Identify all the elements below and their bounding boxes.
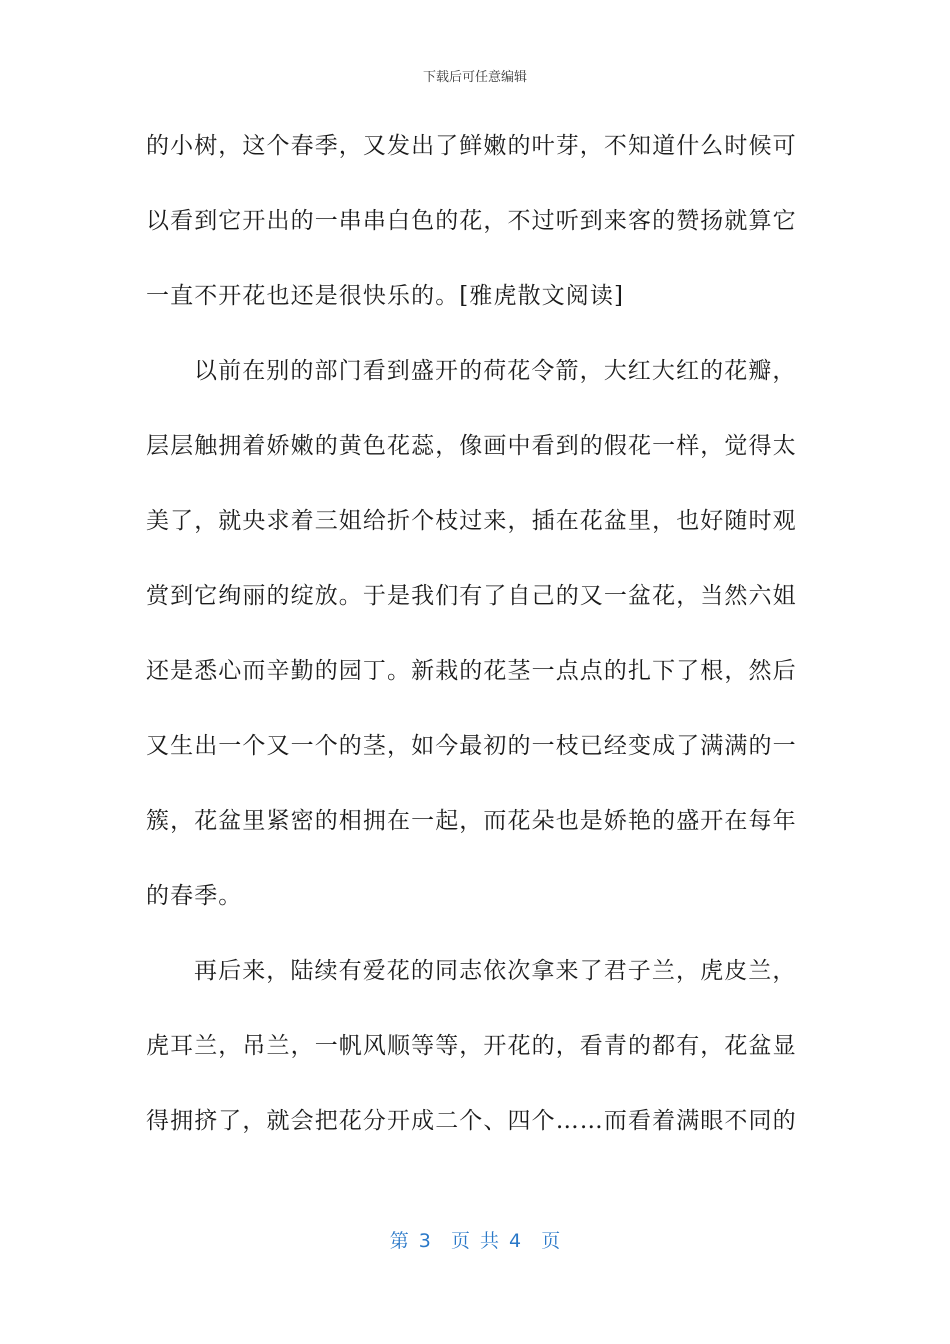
text-line: 以看到它开出的一串串白色的花，不过听到来客的赞扬就算它 <box>146 208 797 234</box>
text-line: 还是悉心而辛勤的园丁。新栽的花茎一点点的扎下了根，然后 <box>146 658 797 684</box>
page-number-label: 第 3 页 共 4 页 <box>389 1230 561 1252</box>
page-footer <box>0 1226 950 1253</box>
text-line: 得拥挤了，就会把花分开成二个、四个……而看着满眼不同的 <box>146 1108 797 1134</box>
text-line: 层层触拥着娇嫩的黄色花蕊，像画中看到的假花一样，觉得太 <box>146 433 797 459</box>
text-line: 一直不开花也还是很快乐的。[雅虎散文阅读] <box>146 283 625 309</box>
text-line: 的春季。 <box>146 883 243 909</box>
text-line: 簇，花盆里紧密的相拥在一起，而花朵也是娇艳的盛开在每年 <box>146 808 797 834</box>
text-line: 再后来，陆续有爱花的同志依次拿来了君子兰，虎皮兰， <box>194 958 797 984</box>
text-line: 美了，就央求着三姐给折个枝过来，插在花盆里，也好随时观 <box>146 508 797 534</box>
document-body <box>146 127 796 1177</box>
text-line: 的小树，这个春季，又发出了鲜嫩的叶芽，不知道什么时候可 <box>146 133 797 159</box>
page-header: 下载后可任意编辑 <box>422 70 527 85</box>
text-line: 以前在别的部门看到盛开的荷花令箭，大红大红的花瓣， <box>194 358 797 384</box>
text-line: 赏到它绚丽的绽放。于是我们有了自己的又一盆花，当然六姐 <box>146 583 797 609</box>
text-line: 又生出一个又一个的茎，如今最初的一枝已经变成了满满的一 <box>146 733 797 759</box>
text-line: 虎耳兰，吊兰，一帆风顺等等，开花的，看青的都有，花盆显 <box>146 1033 797 1059</box>
